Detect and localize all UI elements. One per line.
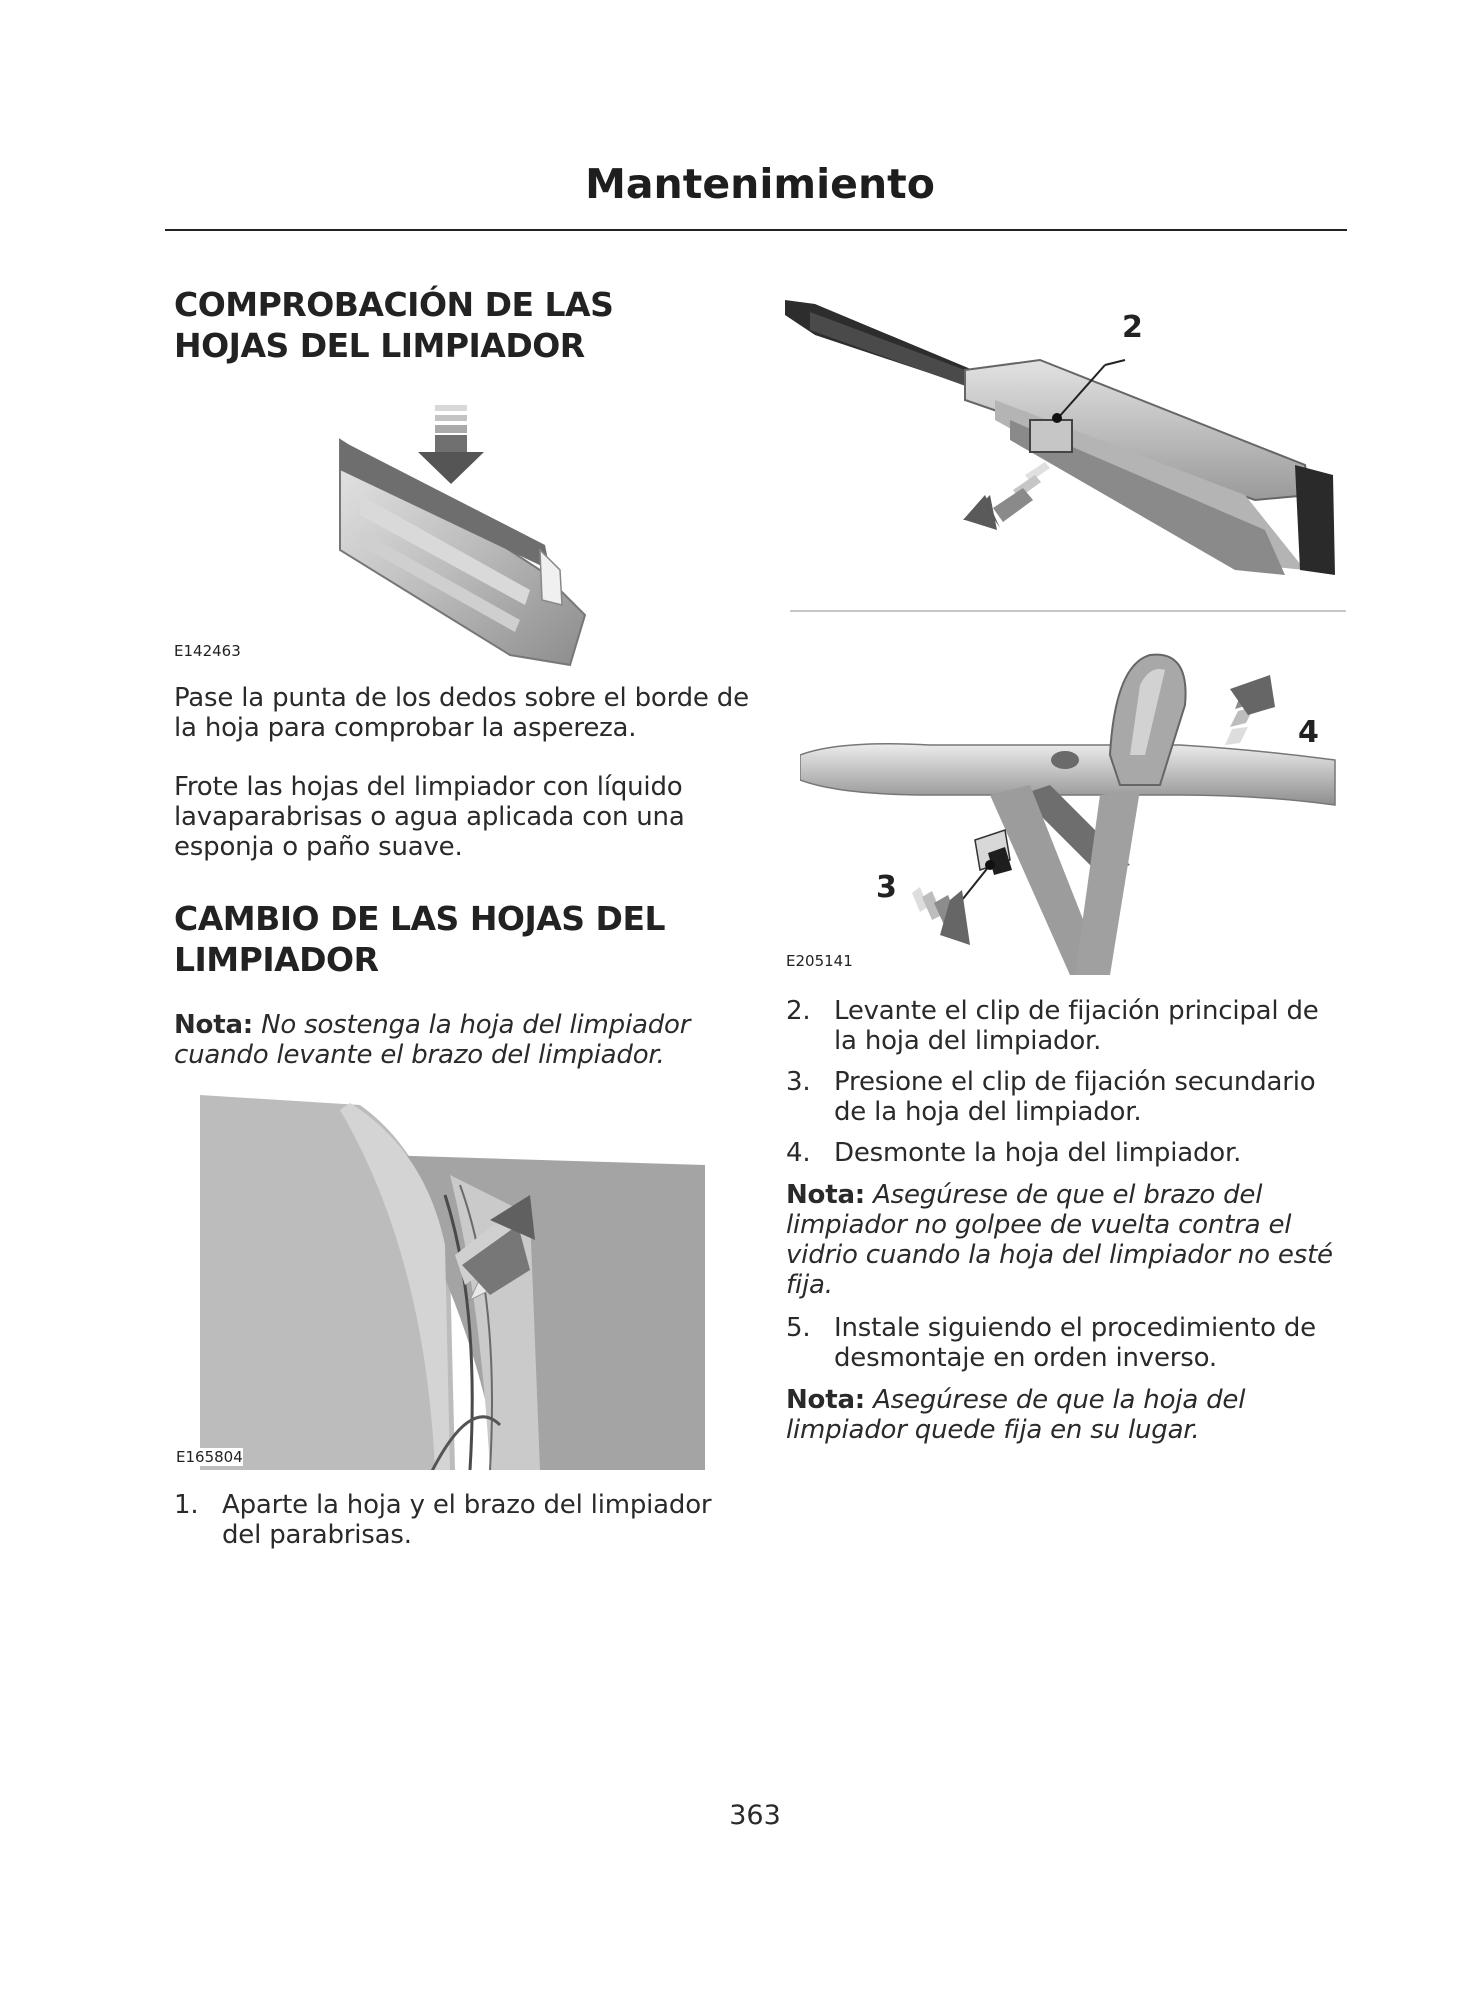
step-number: 3.: [786, 1067, 811, 1097]
figure-divider: [790, 610, 1346, 612]
note-label: Nota:: [786, 1180, 865, 1210]
step-1: [174, 1490, 734, 1550]
note-do-not-hold-blade: [174, 1010, 734, 1070]
header-divider: [165, 229, 1347, 231]
wiper-blade-edge-illustration: [330, 400, 600, 670]
step-number: 4.: [786, 1138, 811, 1168]
pull-arrow-icon: [963, 462, 1050, 530]
primary-clip-illustration: [785, 290, 1345, 590]
step-4: [786, 1138, 1346, 1168]
step-3: [786, 1067, 1346, 1127]
step-5: [786, 1313, 1346, 1373]
step-number: 1.: [174, 1490, 199, 1520]
push-arrow-icon: [912, 887, 970, 945]
figure-code: E165804: [176, 1448, 243, 1466]
note-blade-secure: [786, 1385, 1346, 1445]
step-text: Aparte la hoja y el brazo del limpiador del parabrisas.: [222, 1490, 712, 1550]
note-label: Nota:: [174, 1010, 253, 1040]
callout-4: 4: [1298, 715, 1319, 750]
callout-3: 3: [876, 870, 897, 905]
note-text: Asegúrese de que el brazo del limpiador no golpee de vuelta contra el vidrio cuando la hoja del limpiador no esté fija.: [786, 1180, 1333, 1300]
section-heading-checking-blades: COMPROBACIÓN DE LAS HOJAS DEL LIMPIADOR: [174, 285, 614, 365]
step-number: 2.: [786, 996, 811, 1026]
section-heading-changing-blades: CAMBIO DE LAS HOJAS DEL LIMPIADOR: [174, 899, 666, 979]
figure-code: E142463: [174, 642, 241, 660]
step-text: Instale siguiendo el procedimiento de desmontaje en orden inverso.: [834, 1313, 1316, 1373]
step-text: Presione el clip de fijación secundario de la hoja del limpiador.: [834, 1067, 1316, 1127]
note-text: No sostenga la hoja del limpiador cuando levante el brazo del limpiador.: [174, 1010, 691, 1070]
lift-arrow-icon: [1225, 675, 1275, 745]
paragraph-clean-blades: Frote las hojas del limpiador con líquido lavaparabrisas o agua aplicada con una esponja o paño suave.: [174, 772, 685, 862]
page-number: 363: [729, 1800, 781, 1831]
lift-wiper-arm-illustration: [200, 1095, 710, 1470]
note-label: Nota:: [786, 1385, 865, 1415]
down-arrow-icon: [418, 405, 484, 484]
note-text: Asegúrese de que la hoja del limpiador quede fija en su lugar.: [786, 1385, 1246, 1445]
step-2: [786, 996, 1346, 1056]
page-title: Mantenimiento: [585, 160, 935, 208]
step-number: 5.: [786, 1313, 811, 1343]
figure-code: E205141: [786, 952, 853, 970]
paragraph-check-roughness: Pase la punta de los dedos sobre el borde de la hoja para comprobar la aspereza.: [174, 683, 749, 743]
step-text: Levante el clip de fijación principal de la hoja del limpiador.: [834, 996, 1319, 1056]
note-arm-not-strike-glass: [786, 1180, 1346, 1300]
callout-2: 2: [1122, 310, 1143, 345]
secondary-clip-illustration: [800, 645, 1340, 975]
step-text: Desmonte la hoja del limpiador.: [834, 1138, 1242, 1168]
